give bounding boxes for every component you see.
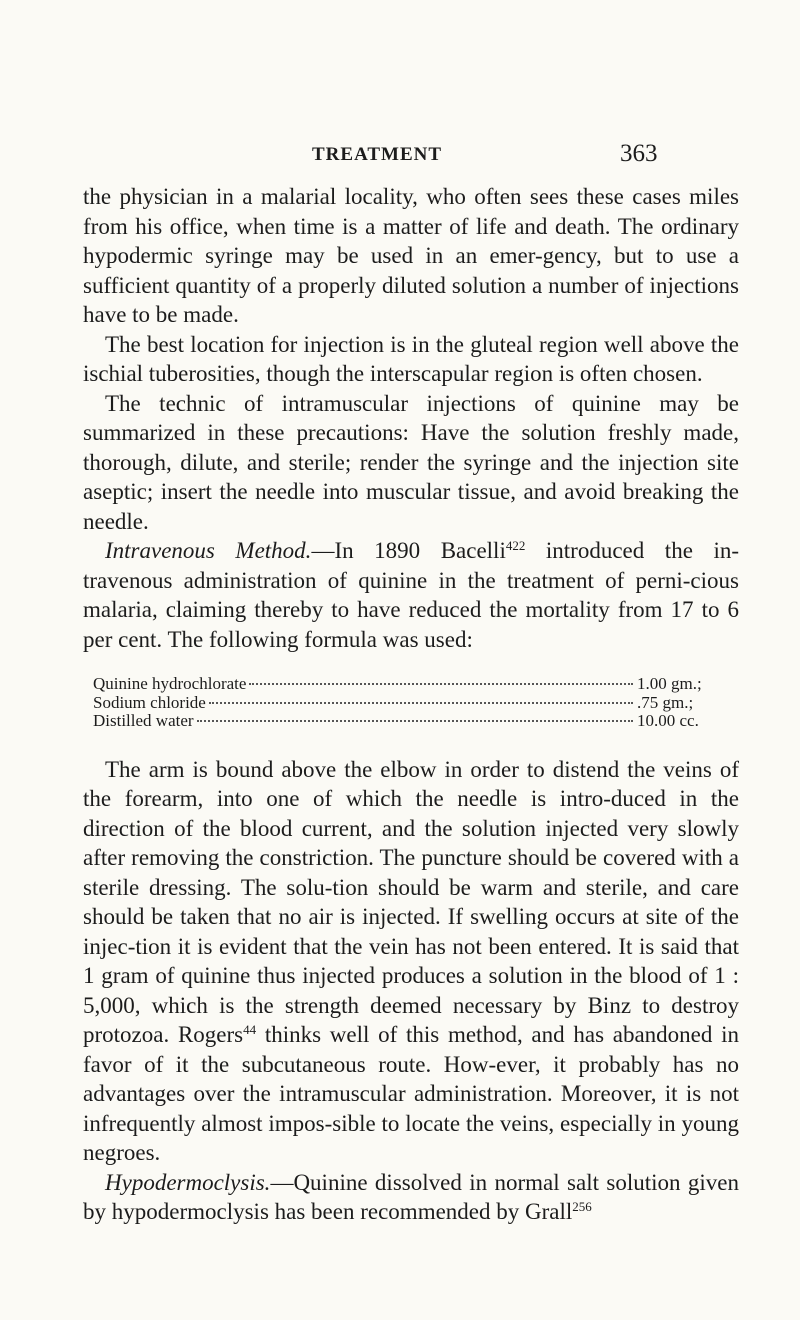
reference-44: 44 — [243, 1022, 257, 1037]
formula-ingredient: Sodium chloride — [93, 692, 206, 712]
procedure-text-end: thinks well of this method, and has abandoned in favor of it the subcutaneous route. How-ever, it probably has no advantages over the intramuscular administration. Moreover, it is not infrequently almost impos-sible to locate the veins, especially in young negroes. — [83, 1022, 739, 1165]
reference-256: 256 — [572, 1199, 592, 1214]
section-heading-hypodermoclysis: Hypodermoclysis. — [105, 1169, 271, 1195]
intravenous-text-start: —In 1890 Bacelli — [311, 538, 506, 563]
hypodermoclysis-text: —Quinine dissolved in normal salt solution given by hypodermoclysis has been recommended by Grall — [83, 1169, 739, 1224]
paragraph-continuation: the physician in a malarial locality, who often sees these cases miles from his office, when time is a matter of life and death. The ordinary hypodermic syringe may be used in an emer-gency, but to use a sufficient quantity of a properly diluted solution a number of injections have to be made. — [83, 184, 739, 327]
formula-table — [93, 675, 705, 731]
formula-amount: 1.00 gm.; — [637, 674, 702, 693]
formula-ingredient: Quinine hydrochlorate — [93, 674, 247, 693]
reference-422: 422 — [505, 538, 526, 553]
dot-leader — [197, 720, 633, 722]
page-number: 363 — [620, 140, 658, 167]
procedure-text-start: The arm is bound above the elbow in order to distend the veins of the forearm, into one of which the needle is intro-duced in the direction of the blood current, and the solution injected very slowly after removing the constriction. The puncture should be covered with a sterile dressing. The solu-tion should be warm and sterile, and care should be taken that no air is injected. If swelling occurs at site of the injec-tion it is evident that the vein has not been entered. It is said that 1 gram of quinine thus injected produces a solution in the blood of 1 : 5,000, which is the strength deemed necessary by Binz to destroy protozoa. Rogers — [83, 756, 739, 1047]
page-body — [83, 182, 739, 1227]
section-heading-intravenous: Intravenous Method. — [105, 538, 312, 563]
paragraph-intravenous-method — [83, 536, 739, 654]
running-title: TREATMENT — [312, 144, 443, 165]
formula-amount: 10.00 cc. — [637, 711, 699, 730]
paragraph-procedure — [83, 755, 739, 1168]
page-header — [0, 140, 800, 180]
formula-row — [93, 694, 705, 713]
formula-row — [93, 675, 705, 694]
intravenous-text-end: introduced the in-travenous administration of quinine in the treatment of perni-cious malaria, claiming thereby to have reduced the mortality from 17 to 6 per cent. The following formula was used: — [83, 538, 739, 652]
dot-leader — [249, 683, 633, 685]
formula-ingredient: Distilled water — [93, 711, 194, 730]
dot-leader — [209, 702, 633, 704]
paragraph-technic: The technic of intramuscular injections of quinine may be summarized in these precautions: Have the solution freshly made, thorough, dilute, and sterile; render the syringe and the injection site aseptic; insert the needle into muscular tissue, and avoid breaking the needle. — [83, 390, 739, 534]
formula-row — [93, 712, 705, 731]
formula-amount: .75 gm.; — [637, 692, 694, 712]
paragraph-injection-location: The best location for injection is in the gluteal region well above the ischial tuberosities, though the interscapular region is often chosen. — [83, 331, 739, 386]
paragraph-hypodermoclysis — [83, 1168, 739, 1227]
